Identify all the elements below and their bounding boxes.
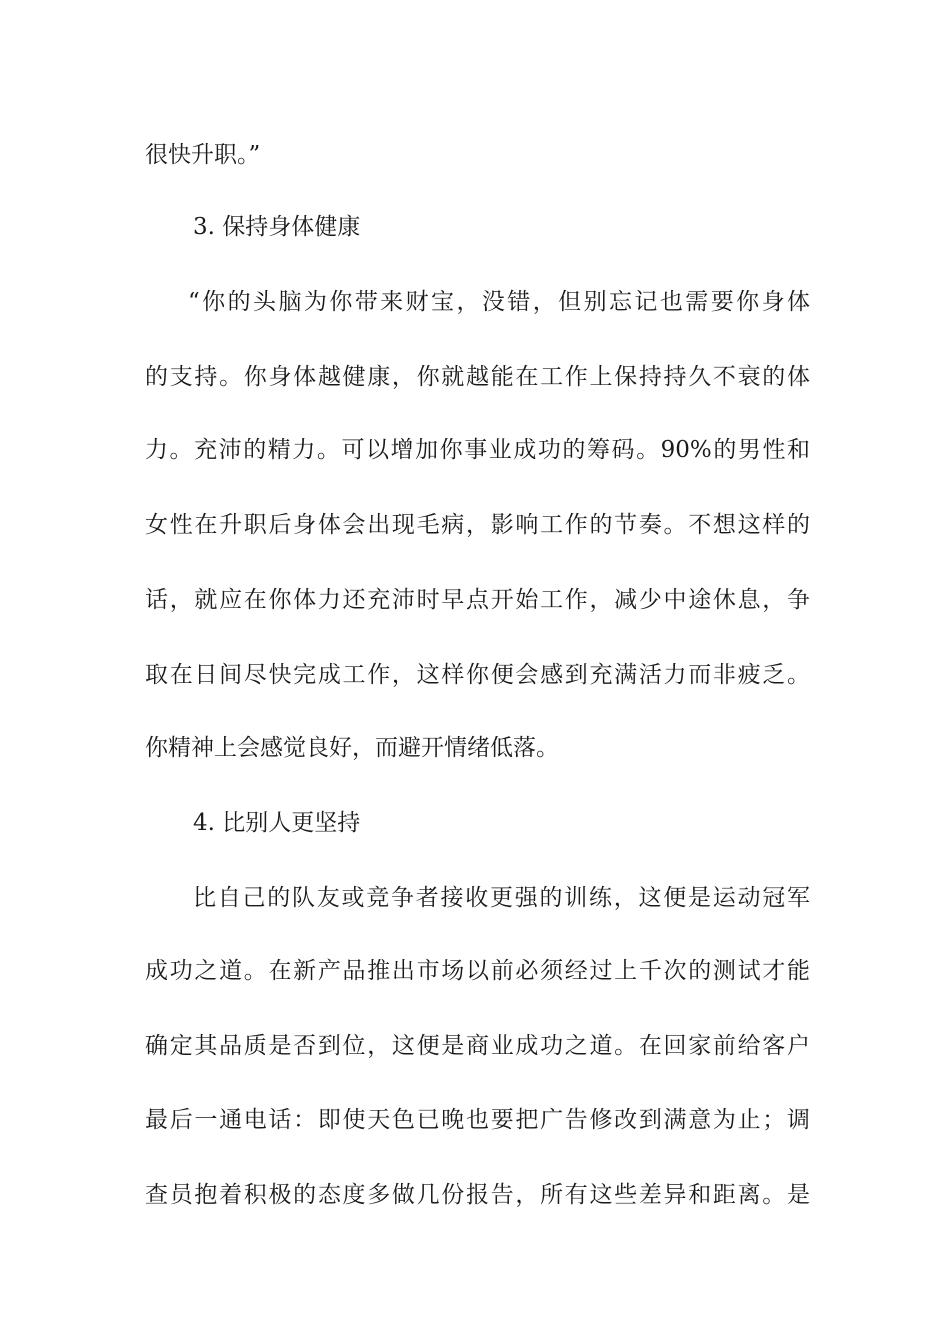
section-heading: 3. 保持身体健康 <box>193 214 361 240</box>
paragraph-line: 女性在升职后身体会出现毛病，影响工作的节奏。不想这样的 <box>145 512 810 538</box>
paragraph-line: 成功之道。在新产品推出市场以前必须经过上千次的测试才能 <box>145 958 810 984</box>
paragraph-line: 取在日间尽快完成工作，这样你便会感到充满活力而非疲乏。 <box>145 662 810 688</box>
paragraph-line: 查员抱着积极的态度多做几份报告，所有这些差异和距离。是 <box>145 1182 810 1208</box>
paragraph-line: 力。充沛的精力。可以增加你事业成功的筹码。90%的男性和 <box>145 437 810 463</box>
paragraph-line: 话，就应在你体力还充沛时早点开始工作，减少中途休息，争 <box>145 587 810 613</box>
paragraph-line: 你精神上会感觉良好，而避开情绪低落。 <box>145 735 559 761</box>
paragraph-line: 比自己的队友或竞争者接收更强的训练，这便是运动冠军 <box>193 885 810 911</box>
paragraph-line: 最后一通电话：即使天色已晚也要把广告修改到满意为止；调 <box>145 1107 810 1133</box>
paragraph-line: “你的头脑为你带来财宝，没错，但别忘记也需要你身体 <box>188 289 810 315</box>
section-heading: 4. 比别人更坚持 <box>193 810 361 836</box>
paragraph-line: 确定其品质是否到位，这便是商业成功之道。在回家前给客户 <box>145 1033 810 1059</box>
paragraph-line: 的支持。你身体越健康，你就越能在工作上保持持久不衰的体 <box>145 364 810 390</box>
paragraph-line: 很快升职。” <box>145 142 261 168</box>
